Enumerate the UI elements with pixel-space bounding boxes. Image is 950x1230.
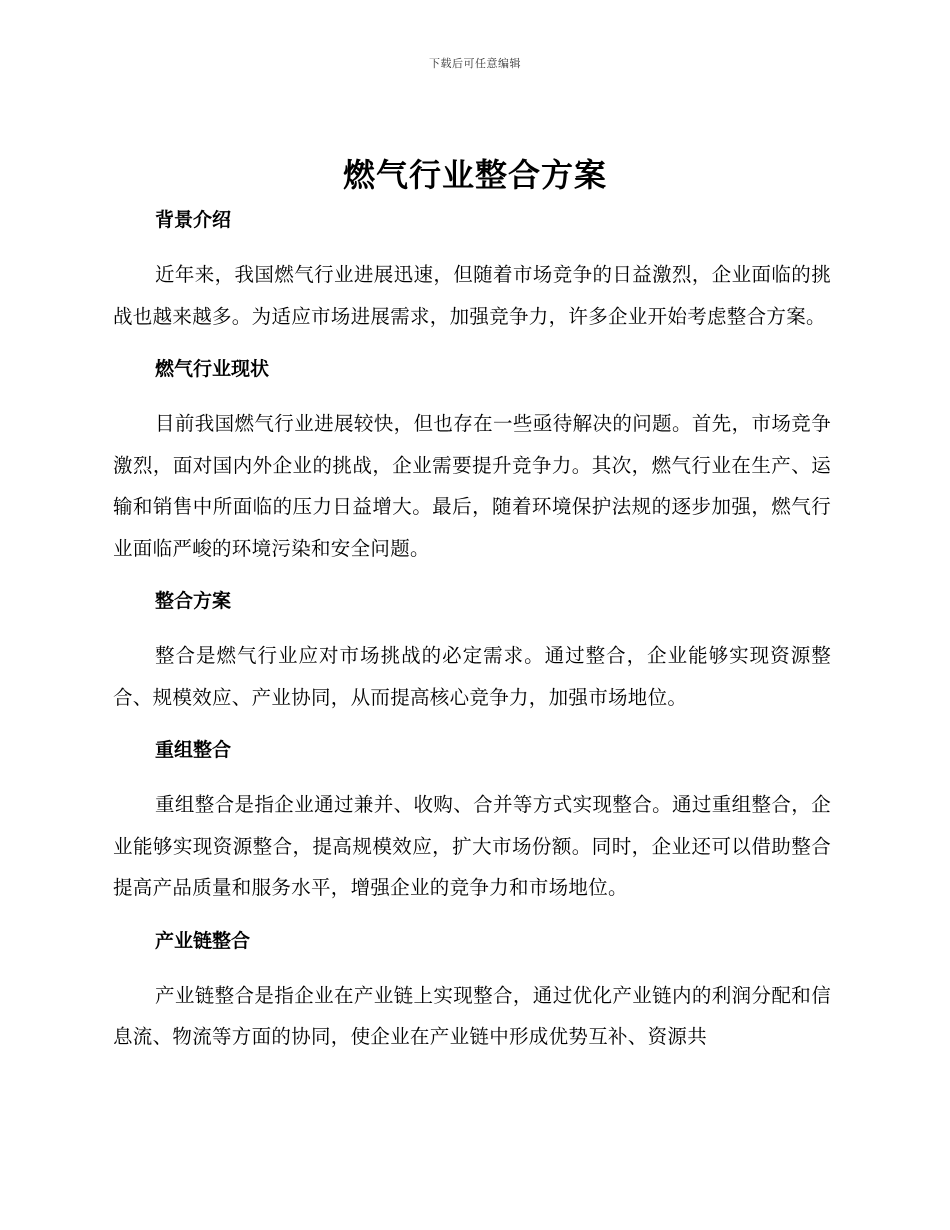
section-paragraph-industry-chain: 产业链整合是指企业在产业链上实现整合，通过优化产业链内的利润分配和信息流、物流等方面的协同，使企业在产业链中形成优势互补、资源共 [113, 983, 831, 1048]
section-paragraph-background: 近年来，我国燃气行业进展迅速，但随着市场竞争的日益激烈，企业面临的挑战也越来越多。为适应市场进展需求，加强竞争力，许多企业开始考虑整合方案。 [113, 263, 831, 328]
section-heading-industry-status: 燃气行业现状 [155, 358, 270, 380]
section-heading-integration-plan: 整合方案 [155, 590, 232, 612]
section-paragraph-integration-plan: 整合是燃气行业应对市场挑战的必定需求。通过整合，企业能够实现资源整合、规模效应、产业协同，从而提高核心竞争力，加强市场地位。 [113, 644, 831, 709]
section-heading-background: 背景介绍 [155, 209, 232, 231]
section-heading-restructuring: 重组整合 [155, 739, 232, 761]
section-paragraph-industry-status: 目前我国燃气行业进展较快，但也存在一些亟待解决的问题。首先，市场竞争激烈，面对国内外企业的挑战，企业需要提升竞争力。其次，燃气行业在生产、运输和销售中所面临的压力日益增大。最后，随着环境保护法规的逐步加强，燃气行业面临严峻的环境污染和安全问题。 [113, 412, 831, 560]
document-title: 燃气行业整合方案 [342, 156, 607, 194]
section-paragraph-restructuring: 重组整合是指企业通过兼并、收购、合并等方式实现整合。通过重组整合，企业能够实现资源整合，提高规模效应，扩大市场份额。同时，企业还可以借助整合提高产品质量和服务水平，增强企业的竞争力和市场地位。 [113, 793, 831, 899]
document-body [113, 200, 831, 1070]
section-heading-industry-chain: 产业链整合 [155, 929, 251, 952]
header-note: 下载后可任意编辑 [429, 57, 521, 70]
